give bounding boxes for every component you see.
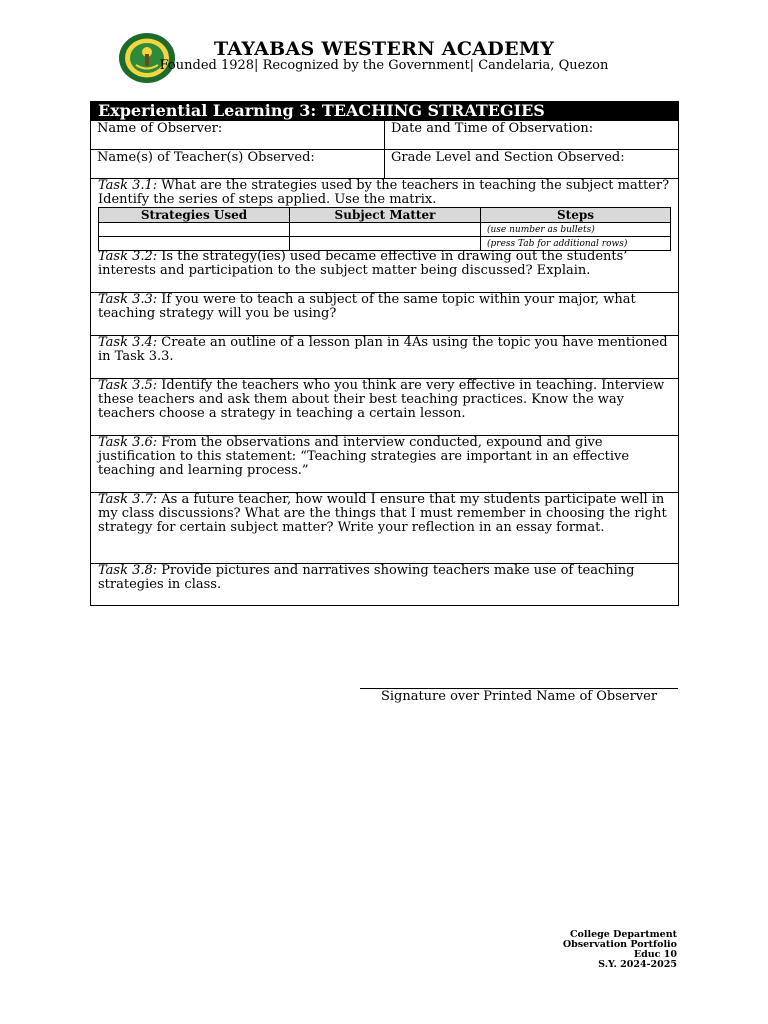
matrix-cell[interactable] bbox=[99, 223, 290, 237]
table-row bbox=[99, 223, 671, 237]
form-title: Experiential Learning 3: TEACHING STRATEGIES bbox=[91, 101, 678, 120]
matrix-header-subject: Subject Matter bbox=[290, 208, 481, 223]
task-text: Is the strategy(ies) used became effective in drawing out the students’ interests and participation to the subject matter being discussed? Explain. bbox=[98, 249, 628, 278]
matrix-header-steps: Steps bbox=[481, 208, 671, 223]
matrix-cell[interactable] bbox=[290, 223, 481, 237]
footer-department: College Department bbox=[569, 929, 677, 940]
task-3-4[interactable] bbox=[91, 335, 678, 378]
grade-section-field[interactable]: Grade Level and Section Observed: bbox=[391, 150, 625, 165]
footer-info bbox=[563, 930, 677, 970]
matrix-cell[interactable]: (press Tab for additional rows) bbox=[481, 237, 671, 251]
task-number: Task 3.1: bbox=[98, 178, 158, 193]
footer-portfolio: Observation Portfolio bbox=[562, 939, 677, 950]
task-3-2[interactable] bbox=[91, 250, 678, 292]
task-3-1 bbox=[91, 178, 678, 250]
task-text: Identify the teachers who you think are very effective in teaching. Interview these teachers and ask them about their best teaching practices. Know the way teachers choose a strategy in teaching a certain lesson. bbox=[98, 378, 665, 421]
task-text: As a future teacher, how would I ensure that my students participate well in my class discussions? What are the things that I must remember in choosing the right strategy for certain subject matter? Write your reflection in an essay format. bbox=[98, 492, 667, 535]
footer-school-year: S.Y. 2024-2025 bbox=[598, 959, 677, 970]
teachers-row bbox=[91, 149, 678, 178]
date-time-field[interactable]: Date and Time of Observation: bbox=[391, 121, 594, 136]
signature-label: Signature over Printed Name of Observer bbox=[380, 689, 658, 704]
matrix-header-strategies: Strategies Used bbox=[99, 208, 290, 223]
task-number: Task 3.4: bbox=[98, 335, 158, 350]
task-text: What are the strategies used by the teachers in teaching the subject matter? Identify the series of steps applied. Use the matrix. bbox=[98, 178, 670, 207]
observation-form bbox=[90, 101, 679, 606]
task-number: Task 3.3: bbox=[98, 292, 158, 307]
task-number: Task 3.5: bbox=[98, 378, 158, 393]
observer-field[interactable]: Name of Observer: bbox=[91, 121, 385, 149]
task-number: Task 3.6: bbox=[98, 435, 158, 450]
task-3-6[interactable] bbox=[91, 435, 678, 492]
task-number: Task 3.2: bbox=[98, 249, 158, 264]
observer-row bbox=[91, 120, 678, 149]
task-number: Task 3.7: bbox=[98, 492, 158, 507]
teachers-field[interactable]: Name(s) of Teacher(s) Observed: bbox=[91, 150, 385, 178]
task-text: Provide pictures and narratives showing teachers make use of teaching strategies in class. bbox=[98, 563, 635, 592]
task-text: Create an outline of a lesson plan in 4As using the topic you have mentioned in Task 3.3. bbox=[98, 335, 668, 364]
task-text: If you were to teach a subject of the same topic within your major, what teaching strategy will you be using? bbox=[98, 292, 636, 321]
matrix-cell[interactable]: (use number as bullets) bbox=[481, 223, 671, 237]
school-name: TAYABAS WESTERN ACADEMY bbox=[213, 38, 555, 60]
task-3-8[interactable] bbox=[91, 563, 678, 605]
task-3-7[interactable] bbox=[91, 492, 678, 563]
footer-course: Educ 10 bbox=[633, 949, 677, 960]
task-3-5[interactable] bbox=[91, 378, 678, 435]
school-subtitle: Founded 1928| Recognized by the Government| Candelaria, Quezon bbox=[159, 58, 609, 73]
task-number: Task 3.8: bbox=[98, 563, 158, 578]
task-text: From the observations and interview conducted, expound and give justification to this statement: “Teaching strategies are important in an effective teaching and learning process.” bbox=[98, 435, 630, 478]
strategies-matrix bbox=[98, 207, 671, 251]
task-3-3[interactable] bbox=[91, 292, 678, 335]
